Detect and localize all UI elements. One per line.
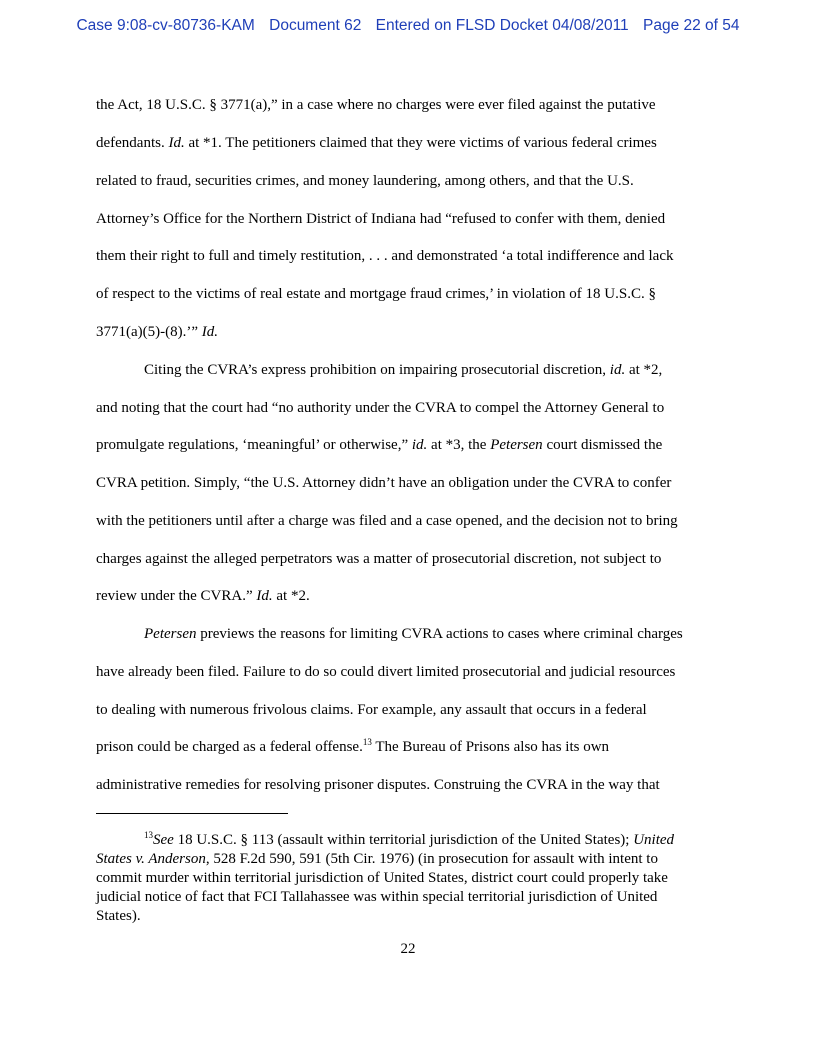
text-line: charges against the alleged perpetrators was a matter of prosecutorial discretion, not subject to bbox=[96, 551, 662, 567]
text-line: the Act, 18 U.S.C. § 3771(a),” in a case where no charges were ever filed against the putative bbox=[96, 97, 656, 113]
text-line: of respect to the victims of real estate and mortgage fraud crimes,’ in violation of 18 U.S.C. § bbox=[96, 286, 656, 302]
text-line: and noting that the court had “no authority under the CVRA to compel the Attorney General to bbox=[96, 400, 665, 416]
case-number: Case 9:08-cv-80736-KAM bbox=[76, 17, 255, 34]
paragraph-start: Citing the CVRA’s express prohibition on impairing prosecutorial discretion, id. at *2, bbox=[144, 362, 663, 378]
footnote-divider bbox=[96, 813, 288, 814]
text-line: CVRA petition. Simply, “the U.S. Attorney didn’t have an obligation under the CVRA to confer bbox=[96, 475, 672, 491]
footnote-line: $^{13}$See 18 U.S.C. § 113 (assault within territorial jurisdiction of the United States); United bbox=[144, 830, 675, 848]
text-line: have already been filed. Failure to do so could divert limited prosecutorial and judicial resources bbox=[96, 664, 676, 680]
text-line: related to fraud, securities crimes, and money laundering, among others, and that the U.S. bbox=[96, 173, 634, 189]
footnote-line: States v. Anderson, 528 F.2d 590, 591 (5th Cir. 1976) (in prosecution for assault with intent to bbox=[96, 851, 658, 867]
text-line: review under the CVRA.” Id. at *2. bbox=[96, 588, 310, 604]
docket-entry-date: Entered on FLSD Docket 04/08/2011 bbox=[375, 17, 629, 34]
text-line: to dealing with numerous frivolous claims. For example, any assault that occurs in a federal bbox=[96, 702, 647, 718]
footnote-line: judicial notice of fact that FCI Tallahassee was within special territorial jurisdiction of United bbox=[96, 889, 658, 905]
text-line: with the petitioners until after a charge was filed and a case opened, and the decision not to bring bbox=[96, 513, 678, 529]
page-number: 22 bbox=[400, 941, 416, 957]
text-line: promulgate regulations, ‘meaningful’ or otherwise,” id. at *3, the Petersen court dismissed the bbox=[96, 437, 663, 453]
document-number: Document 62 bbox=[269, 17, 362, 34]
footnote-reference: 13 bbox=[362, 737, 372, 747]
footnote-line: commit murder within territorial jurisdiction of United States, district court could properly take bbox=[96, 870, 668, 886]
text-line: prison could be charged as a federal offense.$^{13}$ The Bureau of Prisons also has its own bbox=[96, 737, 610, 755]
text-line: them their right to full and timely restitution, . . . and demonstrated ‘a total indifference and lack bbox=[96, 248, 674, 264]
docket-header bbox=[0, 17, 816, 35]
text-line: defendants. Id. at *1. The petitioners claimed that they were victims of various federal crimes bbox=[96, 135, 657, 151]
text-line: administrative remedies for resolving prisoner disputes. Construing the CVRA in the way that bbox=[96, 777, 660, 793]
paragraph-start: Petersen previews the reasons for limiting CVRA actions to cases where criminal charges bbox=[144, 626, 683, 642]
footnote-number: 13 bbox=[144, 830, 153, 840]
text-line: 3771(a)(5)-(8).’” Id. bbox=[96, 324, 219, 340]
footnote-line: States). bbox=[96, 908, 141, 924]
text-line: Attorney’s Office for the Northern District of Indiana had “refused to confer with them, denied bbox=[96, 211, 666, 227]
page-count: Page 22 of 54 bbox=[643, 17, 740, 34]
